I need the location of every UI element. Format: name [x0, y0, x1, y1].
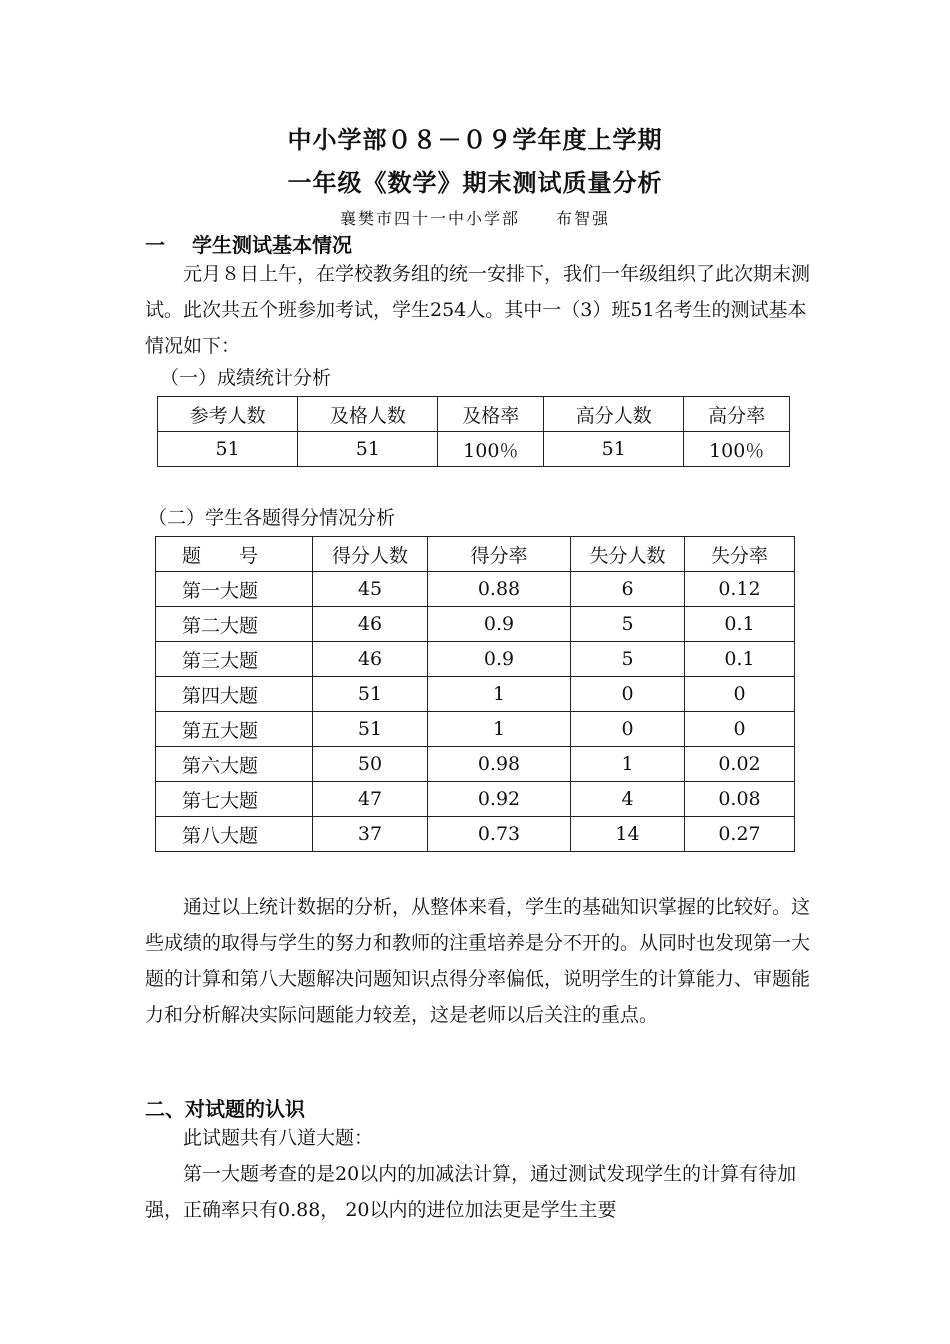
section2-line1: 此试题共有八道大题：: [145, 1127, 374, 1149]
table-row: [156, 712, 795, 747]
question-label: 第三大题: [156, 642, 313, 677]
table-row: [158, 432, 790, 467]
table-header-cell: 题 号: [156, 537, 313, 572]
question-label: 第七大题: [156, 782, 313, 817]
author-line: 襄樊市四十一中小学部 布智强: [339, 209, 610, 228]
table-row: [156, 747, 795, 782]
table-header-cell: 失分率: [685, 537, 795, 572]
table-header-row: [156, 537, 795, 572]
table-cell: 0: [685, 677, 795, 712]
table-cell: 0.9: [428, 607, 571, 642]
table-cell: 0.08: [685, 782, 795, 817]
table-cell: 0: [571, 677, 685, 712]
table-header-cell: 参考人数: [158, 397, 298, 432]
table-cell: 45: [313, 572, 428, 607]
table-cell: 50: [313, 747, 428, 782]
table-cell: 51: [298, 432, 438, 467]
table-row: [156, 607, 795, 642]
table-cell: 5: [571, 607, 685, 642]
table-cell: 100％: [684, 432, 790, 467]
document-title-line1: 中小学部０８－０９学年度上学期: [287, 126, 663, 154]
subsection-question-analysis: （二）学生各题得分情况分析: [148, 507, 396, 529]
question-label: 第五大题: [156, 712, 313, 747]
question-label: 第四大题: [156, 677, 313, 712]
table-header-row: [158, 397, 790, 432]
table-cell: 51: [158, 432, 298, 467]
table-header-cell: 高分人数: [544, 397, 684, 432]
document-title-line2: 一年级《数学》期末测试质量分析: [287, 169, 663, 197]
table-cell: 0.1: [685, 642, 795, 677]
table-cell: 0.12: [685, 572, 795, 607]
table-cell: 47: [313, 782, 428, 817]
table-cell: 0.02: [685, 747, 795, 782]
table-cell: 0.27: [685, 817, 795, 852]
subsection-score-stats: （一）成绩统计分析: [160, 367, 332, 389]
table-cell: 51: [313, 677, 428, 712]
analysis-paragraph: 通过以上统计数据的分析，从整体来看，学生的基础知识掌握的比较好。这些成绩的取得与学生的努力和教师的注重培养是分不开的。从同时也发现第一大题的计算和第八大题解决问题知识点得分率偏低，说明学生的计算能力、审题能力和分析解决实际问题能力较差，这是老师以后关注的重点。: [145, 896, 811, 1026]
table-row: [156, 782, 795, 817]
section2-paragraph: 第一大题考查的是20以内的加减法计算，通过测试发现学生的计算有待加强，正确率只有0.88， 20以内的进位加法更是学生主要: [145, 1163, 797, 1221]
table-header-cell: 失分人数: [571, 537, 685, 572]
question-label: 第一大题: [156, 572, 313, 607]
table-cell: 0.88: [428, 572, 571, 607]
question-score-table: [155, 536, 795, 852]
table-cell: 1: [571, 747, 685, 782]
table-header-cell: 及格率: [438, 397, 544, 432]
table-cell: 14: [571, 817, 685, 852]
section1-heading: 一 学生测试基本情况: [145, 233, 352, 257]
table-cell: 51: [313, 712, 428, 747]
table-row: [156, 677, 795, 712]
table-cell: 0.73: [428, 817, 571, 852]
table-cell: 4: [571, 782, 685, 817]
table-cell: 46: [313, 607, 428, 642]
table-header-cell: 高分率: [684, 397, 790, 432]
table-row: [156, 572, 795, 607]
table-row: [156, 817, 795, 852]
question-label: 第八大题: [156, 817, 313, 852]
table-cell: 37: [313, 817, 428, 852]
table-cell: 0.92: [428, 782, 571, 817]
table-cell: 51: [544, 432, 684, 467]
table-header-cell: 得分人数: [313, 537, 428, 572]
table-cell: 100％: [438, 432, 544, 467]
section1-intro: 元月８日上午，在学校教务组的统一安排下，我们一年级组织了此次期末测试。此次共五个班参加考试，学生254人。其中一（3）班51名考生的测试基本情况如下：: [145, 263, 811, 357]
score-stats-table: [157, 396, 790, 467]
table-cell: 0.1: [685, 607, 795, 642]
table-cell: 0.9: [428, 642, 571, 677]
table-row: [156, 642, 795, 677]
table-cell: 6: [571, 572, 685, 607]
table-cell: 1: [428, 712, 571, 747]
question-label: 第六大题: [156, 747, 313, 782]
table-header-cell: 得分率: [428, 537, 571, 572]
table-cell: 5: [571, 642, 685, 677]
question-label: 第二大题: [156, 607, 313, 642]
table-cell: 46: [313, 642, 428, 677]
table-cell: 0: [571, 712, 685, 747]
section2-heading: 二、对试题的认识: [145, 1097, 305, 1121]
table-header-cell: 及格人数: [298, 397, 438, 432]
table-cell: 0: [685, 712, 795, 747]
table-cell: 0.98: [428, 747, 571, 782]
table-cell: 1: [428, 677, 571, 712]
